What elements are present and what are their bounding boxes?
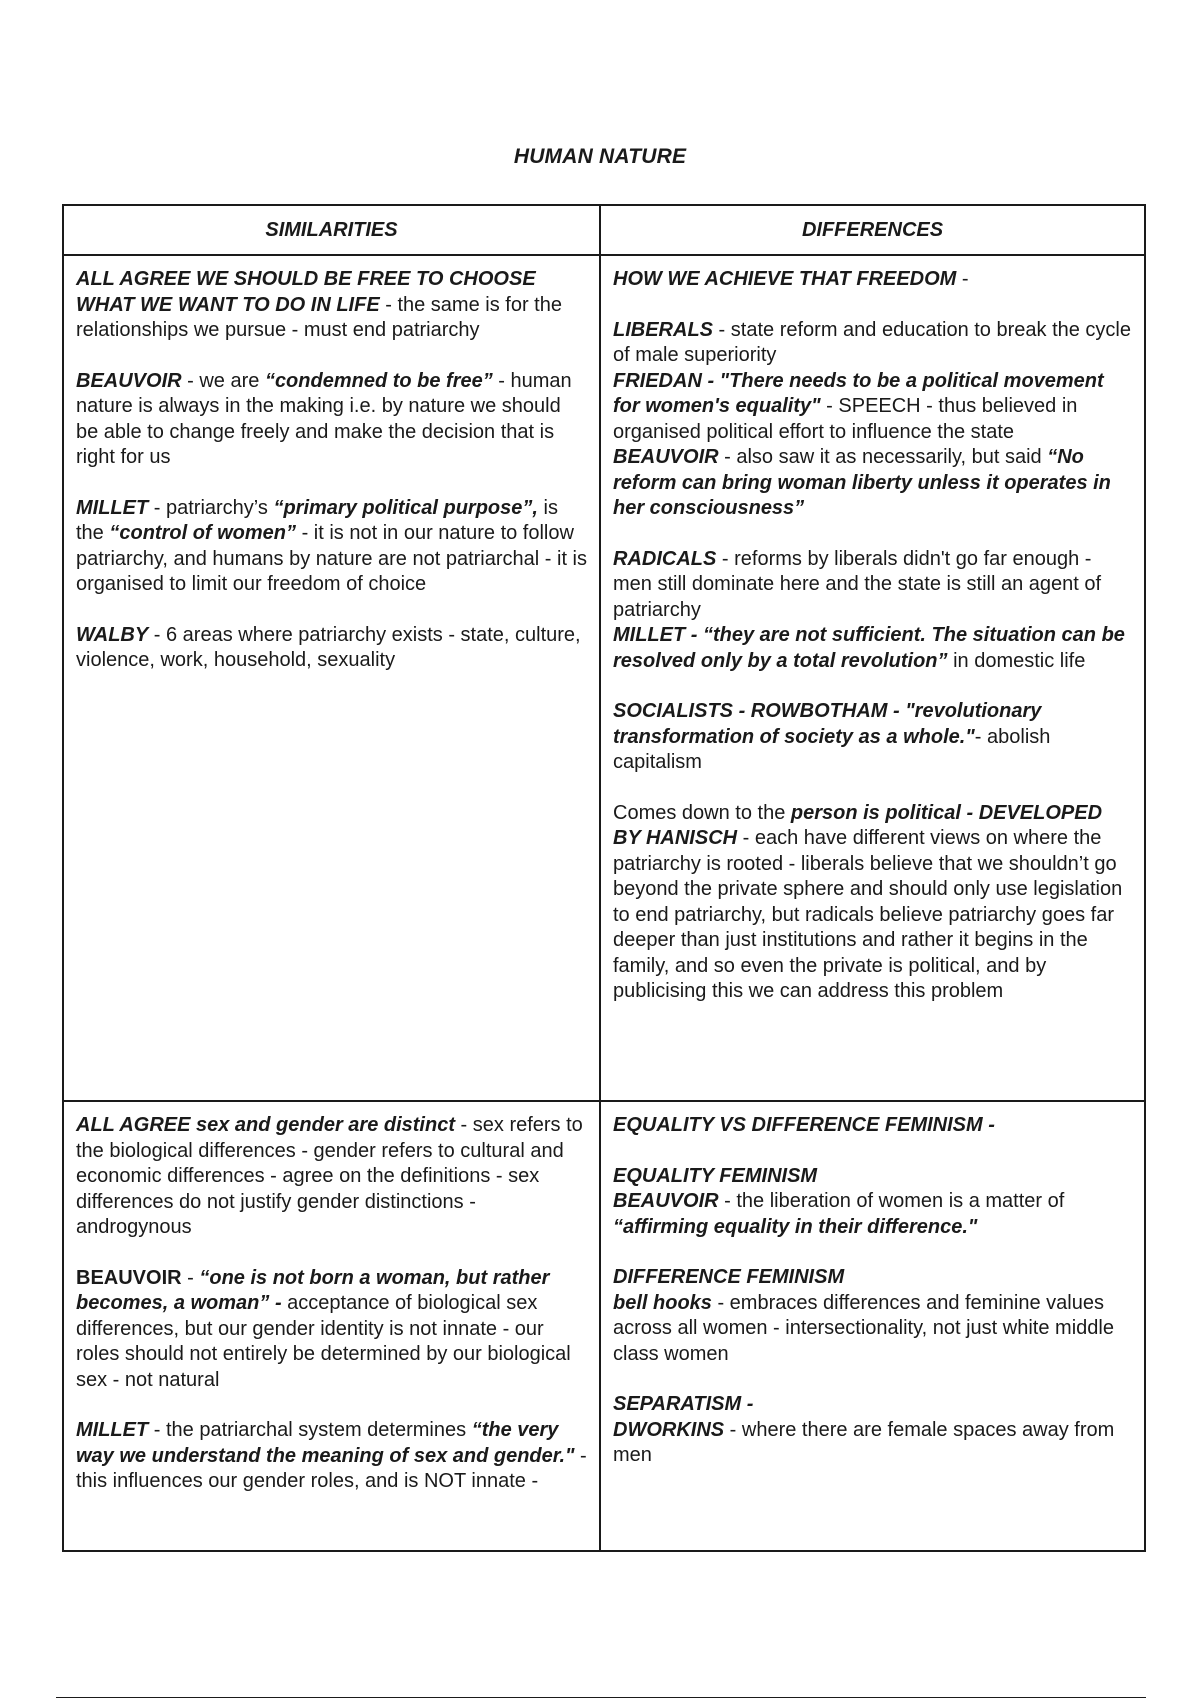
- page-title: HUMAN NATURE: [513, 145, 687, 168]
- paragraph: [613, 699, 1133, 776]
- table-row: [63, 255, 1145, 1101]
- text: - the liberation of women is a matter of: [718, 1190, 1065, 1212]
- paragraph: [76, 623, 588, 674]
- paragraph: [613, 369, 1133, 446]
- bold-text: SEPARATISM -: [613, 1393, 754, 1415]
- paragraph: [76, 1266, 588, 1394]
- paragraph: [613, 445, 1133, 522]
- bold-text: DIFFERENCE FEMINISM: [613, 1266, 845, 1288]
- paragraph: [76, 369, 588, 471]
- text: - this influences our gender roles, and is NOT innate -: [76, 1444, 587, 1492]
- text: - state reform and education to break the cycle of male superiority: [613, 318, 1131, 366]
- text: - sex refers to the biological differences - gender refers to cultural and economic differences - agree on the definitions - sex differences do not justify gender distinctions - androgynous: [76, 1114, 583, 1238]
- table-header-row: [63, 205, 1145, 255]
- bold-text: EQUALITY VS DIFFERENCE FEMINISM -: [613, 1114, 995, 1136]
- quote-text: “control of women”: [109, 522, 297, 544]
- paragraph: [613, 318, 1133, 369]
- bold-text: BEAUVOIR: [613, 446, 719, 468]
- quote-text: “primary political purpose”,: [273, 496, 538, 519]
- bold-text: bell hooks: [613, 1291, 712, 1314]
- text: - patriarchy’s: [148, 496, 274, 519]
- paragraph: [613, 267, 1133, 293]
- header-differences: DIFFERENCES: [600, 205, 1145, 255]
- bold-text: FRIEDAN - "There needs to be a political movement for women's equality": [613, 369, 1104, 417]
- text: is the: [76, 496, 558, 544]
- text: - SPEECH - thus believed in organised political effort to influence the state: [613, 395, 1078, 443]
- quote-text: “the very way we understand the meaning of sex and gender.": [76, 1419, 575, 1467]
- text: - 6 areas where patriarchy exists - state, culture, violence, work, household, sexuality: [76, 623, 581, 671]
- similarities-cell-sex-gender: [63, 1101, 600, 1551]
- paragraph: [613, 1265, 1133, 1367]
- bold-text: EQUALITY FEMINISM: [613, 1164, 818, 1187]
- text: - each have different views on where the patriarchy is rooted - liberals believe that we shouldn’t go beyond the private sphere and should only use legislation to end patriarchy, but radicals believe patriarchy goes far deeper than just institutions and rather it begins in the family, and so even the private is political, and by publicising this we can address this problem: [613, 827, 1123, 1002]
- text: -: [181, 1266, 200, 1289]
- bold-text: SOCIALISTS - ROWBOTHAM - "revolutionary transformation of society as a whole.": [613, 700, 1042, 748]
- text: - it is not in our nature to follow patriarchy, and humans by nature are not patriarchal - it is organised to limit our freedom of choice: [76, 522, 587, 595]
- table-row: [63, 1101, 1145, 1551]
- quote-text: “condemned to be free”: [264, 369, 493, 392]
- quote-text: “No reform can bring woman liberty unless it operates in her consciousness”: [613, 446, 1111, 519]
- bold-text: ALL AGREE WE SHOULD BE FREE TO CHOOSE WHAT WE WANT TO DO IN LIFE: [76, 268, 536, 316]
- text: - also saw it as necessarily, but said: [718, 446, 1048, 468]
- bold-text: MILLET: [76, 496, 149, 519]
- text: - the same is for the relationships we pursue - must end patriarchy: [76, 293, 562, 341]
- text: - human nature is always in the making i.e. by nature we should be able to change freely and make the decision that is right for us: [76, 369, 572, 468]
- paragraph: [613, 623, 1133, 674]
- quote-text: “one is not born a woman, but rather becomes, a woman” -: [76, 1266, 550, 1314]
- bold-text: HOW WE ACHIEVE THAT FREEDOM: [613, 268, 957, 290]
- text: -: [956, 268, 969, 290]
- bold-text: DWORKINS: [613, 1418, 725, 1441]
- paragraph: [76, 496, 588, 598]
- bold-text: BEAUVOIR: [76, 369, 182, 392]
- bold-text: ALL AGREE sex and gender are distinct: [76, 1114, 455, 1136]
- paragraph: [613, 1392, 1133, 1469]
- paragraph: [613, 1113, 1133, 1139]
- quote-text: “affirming equality in their difference.": [613, 1215, 978, 1238]
- text: - abolish capitalism: [613, 725, 1051, 773]
- header-similarities: SIMILARITIES: [63, 205, 600, 255]
- bold-text: WALBY: [76, 623, 149, 646]
- paragraph: [613, 801, 1133, 1005]
- text: - the patriarchal system determines: [148, 1419, 472, 1441]
- text: in domestic life: [947, 649, 1086, 672]
- bold-text: MILLET: [76, 1419, 149, 1441]
- page-footer-rule: [56, 1697, 1146, 1698]
- bold-text: person is political - DEVELOPED BY HANISCH: [613, 801, 1103, 849]
- bold-text: MILLET - “they are not sufficient. The situation can be resolved only by a total revolution”: [613, 624, 1125, 672]
- text: - embraces differences and feminine values across all women - intersectionality, not just white middle class women: [613, 1291, 1114, 1365]
- text: Comes down to the: [613, 801, 791, 824]
- differences-cell-sex-gender: [600, 1101, 1145, 1551]
- text: - reforms by liberals didn't go far enough - men still dominate here and the state is still an agent of patriarchy: [613, 547, 1102, 621]
- bold-text: BEAUVOIR: [613, 1190, 719, 1212]
- text: - where there are female spaces away from men: [613, 1418, 1115, 1466]
- paragraph: [76, 1418, 588, 1495]
- paragraph: [613, 547, 1133, 624]
- paragraph: [76, 267, 588, 344]
- text: acceptance of biological sex differences, but our gender identity is not innate - our roles should not entirely be determined by our biological sex - not natural: [76, 1292, 571, 1391]
- bold-text: LIBERALS: [613, 318, 713, 341]
- text: - we are: [181, 369, 265, 392]
- paragraph: [613, 1164, 1133, 1241]
- comparison-table: [62, 204, 1146, 1552]
- bold-text: BEAUVOIR: [76, 1266, 182, 1289]
- similarities-cell-freedom: [63, 255, 600, 1101]
- paragraph: [76, 1113, 588, 1241]
- differences-cell-freedom: [600, 255, 1145, 1101]
- bold-text: RADICALS: [613, 547, 717, 570]
